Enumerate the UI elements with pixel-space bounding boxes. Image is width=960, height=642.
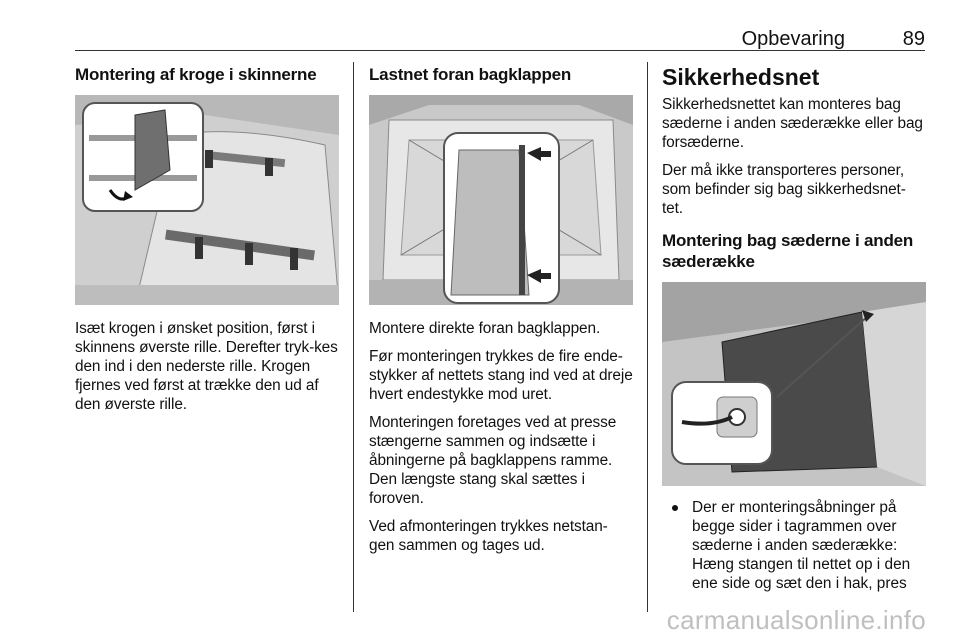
list-item [662, 498, 926, 593]
heading-hooks: Montering af kroge i skinnerne [75, 65, 317, 84]
column-divider [353, 62, 354, 612]
page-number: 89 [902, 28, 925, 50]
heading-cargo-net: Lastnet foran bagklappen [369, 65, 572, 84]
paragraph: Isæt krogen i ønsket position, først i skinnens øverste rille. Derefter tryk-kes den ind i den nederste rille. Krogen fjernes ved først at trække den ud af den øverste rille. [75, 320, 338, 413]
paragraph: Ved afmonteringen trykkes netstan-gen sammen og tages ud. [369, 518, 608, 554]
column-cargo-net [369, 64, 633, 564]
column-divider [647, 62, 648, 612]
bullet-icon [672, 505, 678, 511]
subheading-second-row: Montering bag sæderne i anden sæderække [662, 231, 914, 271]
paragraph: Der må ikke transporteres personer, som befinder sig bag sikkerhedsnet-tet. [662, 162, 906, 217]
bullet-list [662, 498, 926, 593]
figure-tailgate-net [369, 95, 633, 305]
title-safety-net: Sikkerhedsnet [662, 64, 820, 90]
paragraph: Før monteringen trykkes de fire ende-stykker af nettets stang ind ved at dreje hvert endestykke mod uret. [369, 348, 633, 403]
figure-safety-net [662, 282, 926, 486]
list-item-text: Der er monteringsåbninger på begge sider i tagrammen over sæderne i anden sæderække: Hæng stangen til nettet op i den ene side og sæt den i hak, pres [692, 499, 911, 592]
figure-hooks-rails [75, 95, 339, 305]
paragraph: Monteringen foretages ved at presse stængerne sammen og indsætte i åbningerne på bagklappens ramme. Den længste stang skal sættes i foroven. [369, 414, 617, 507]
paragraph: Sikkerhedsnettet kan monteres bag sæderne i anden sæderække eller bag forsæderne. [662, 96, 923, 151]
paragraph: Montere direkte foran bagklappen. [369, 320, 601, 337]
watermark: carmanualsonline.info [666, 605, 926, 635]
column-safety-net [662, 64, 926, 593]
page-header [75, 26, 925, 51]
column-hooks [75, 64, 339, 423]
section-title: Opbevaring [741, 28, 845, 50]
